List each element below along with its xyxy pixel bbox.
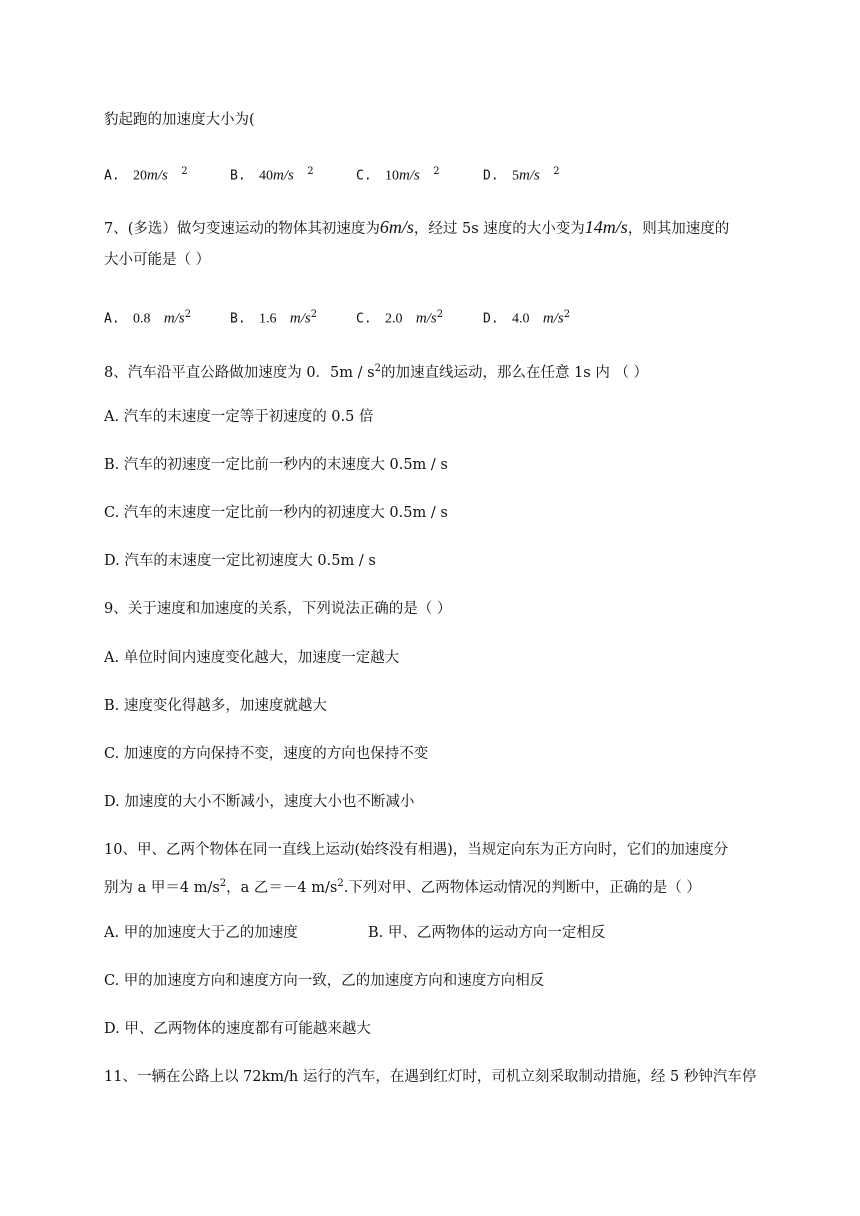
q9-option-d: D. 加速度的大小不断减小，速度大小也不断减小 bbox=[104, 794, 415, 810]
q6-option-c: C. 10m/s $^2$ bbox=[356, 166, 440, 184]
q8-option-a: A. 汽车的末速度一定等于初速度的 0.5 倍 bbox=[104, 409, 374, 425]
q6-stem-text: 豹起跑的加速度大小为( bbox=[104, 112, 255, 128]
q7-option-d: D. 4.0 $m/s^2$ bbox=[483, 309, 571, 327]
q7-stem-line1: 7、(多选）做匀变速运动的物体其初速度为6m/s，经过 5s 速度的大小变为14m/s，则其加速度的 bbox=[104, 217, 730, 237]
q7-option-b: B. 1.6 $m/s^2$ bbox=[230, 309, 318, 327]
q10-option-b: B. 甲、乙两物体的运动方向一定相反 bbox=[368, 925, 606, 941]
q10-option-c: C. 甲的加速度方向和速度方向一致，乙的加速度方向和速度方向相反 bbox=[104, 973, 545, 989]
q6-option-a: A. 20m/s $^2$ bbox=[104, 166, 188, 184]
q10-stem-line2: 别为 a 甲＝4 $m/s^2$，a 乙＝－4 $m/s^2$.下列对甲、乙两物体运动情况的判断中，正确的是（ ） bbox=[104, 878, 701, 896]
q8-option-c: C. 汽车的末速度一定比前一秒内的初速度大 0.5m / s bbox=[104, 505, 448, 521]
q10-stem-line1: 10、甲、乙两个物体在同一直线上运动(始终没有相遇)，当规定向东为正方向时，它们的加速度分 bbox=[104, 842, 729, 858]
q6-stem bbox=[104, 110, 255, 130]
q7-option-a: A. 0.8 $m/s^2$ bbox=[104, 309, 192, 327]
q9-stem: 9、关于速度和加速度的关系，下列说法正确的是（ ） bbox=[104, 601, 452, 617]
q9-option-a: A. 单位时间内速度变化越大，加速度一定越大 bbox=[104, 650, 400, 666]
q7-option-c: C. 2.0 $m/s^2$ bbox=[356, 309, 444, 327]
q6-option-b: B. 40m/s $^2$ bbox=[230, 166, 314, 184]
q9-option-b: B. 速度变化得越多，加速度就越大 bbox=[104, 698, 327, 714]
q8-option-d: D. 汽车的末速度一定比初速度大 0.5m / s bbox=[104, 553, 376, 569]
q10-option-a: A. 甲的加速度大于乙的加速度 bbox=[104, 925, 298, 941]
q7-stem-line2: 大小可能是（ ） bbox=[104, 252, 211, 268]
q6-option-d: D. 5m/s $^2$ bbox=[483, 166, 560, 184]
q8-stem: 8、汽车沿平直公路做加速度为 0．$5m / s^2$的加速直线运动，那么在任意 1s 内 （ ） bbox=[104, 363, 649, 381]
q9-option-c: C. 加速度的方向保持不变，速度的方向也保持不变 bbox=[104, 746, 429, 762]
q10-option-d: D. 甲、乙两物体的速度都有可能越来越大 bbox=[104, 1021, 371, 1037]
q7-initial-velocity: 6m/s bbox=[379, 217, 414, 237]
q11-stem-line1: 11、一辆在公路上以 72km/h 运行的汽车，在遇到红灯时，司机立刻采取制动措施，经 5 秒钟汽车停 bbox=[104, 1069, 757, 1085]
q8-option-b: B. 汽车的初速度一定比前一秒内的末速度大 0.5m / s bbox=[104, 457, 448, 473]
q7-final-velocity: 14m/s bbox=[584, 217, 628, 237]
